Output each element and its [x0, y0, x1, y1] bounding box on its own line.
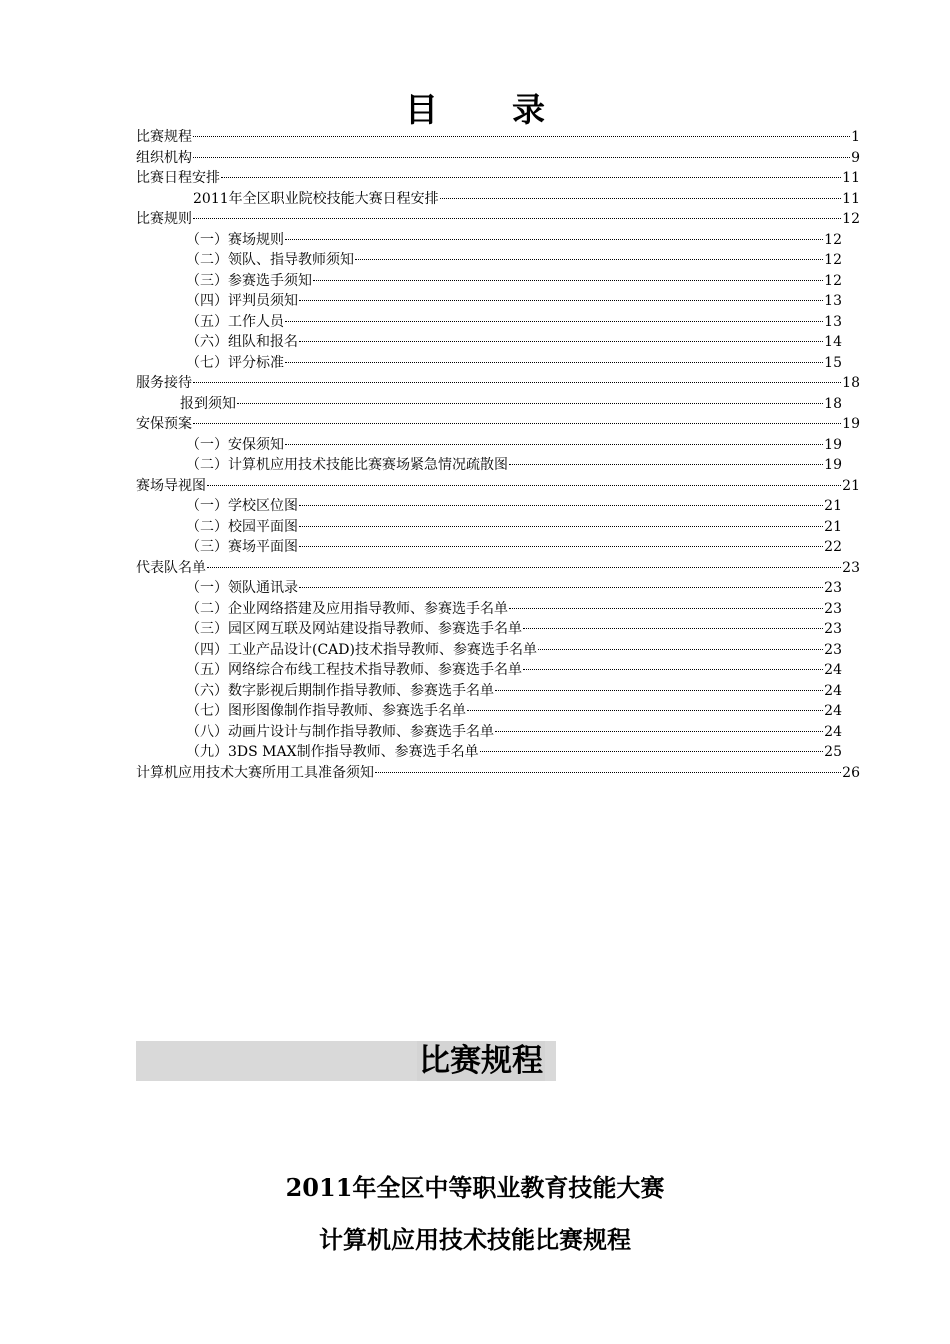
toc-entry-page-number: 1 [851, 129, 860, 145]
toc-entry-label: （五）工作人员 [186, 313, 284, 330]
toc-entry-page-number: 11 [842, 170, 860, 186]
toc-dot-leader [509, 464, 823, 465]
toc-entry[interactable] [136, 250, 842, 271]
toc-entry-label: 比赛规则 [136, 211, 192, 227]
section-heading: 比赛规程 [419, 1043, 543, 1079]
toc-entry-label: 计算机应用技术大赛所用工具准备须知 [136, 764, 374, 781]
toc-entry-page-number: 23 [824, 621, 842, 637]
toc-dot-leader [193, 218, 841, 219]
document-title-line-2: 计算机应用技术技能比赛规程 [319, 1225, 631, 1254]
toc-entry-label: （七）图形图像制作指导教师、参赛选手名单 [186, 703, 466, 719]
toc-entry[interactable] [136, 578, 842, 599]
toc-entry-page-number: 21 [842, 477, 860, 494]
toc-dot-leader [193, 157, 850, 158]
toc-entry-page-number: 15 [824, 354, 842, 371]
toc-entry[interactable] [136, 189, 860, 210]
toc-entry[interactable] [136, 353, 842, 374]
toc-entry[interactable] [136, 660, 842, 681]
toc-entry-label: （二）校园平面图 [186, 518, 298, 535]
toc-title [0, 84, 950, 131]
toc-entry-page-number: 12 [842, 211, 860, 227]
toc-entry-page-number: 24 [824, 682, 842, 699]
toc-dot-leader [495, 731, 823, 732]
toc-entry-label: （六）组队和报名 [186, 334, 298, 350]
toc-entry-label: （一）学校区位图 [186, 498, 298, 514]
toc-entry[interactable] [136, 681, 842, 702]
toc-entry-page-number: 22 [824, 539, 842, 555]
toc-dot-leader [285, 444, 823, 445]
toc-dot-leader [193, 423, 841, 424]
toc-dot-leader [523, 669, 823, 670]
toc-entry-label: 代表队名单 [136, 559, 206, 576]
toc-dot-leader [285, 362, 823, 363]
toc-entry-label: （九）3DS MAX制作指导教师、参赛选手名单 [186, 744, 479, 760]
toc-entry-page-number: 11 [842, 190, 860, 207]
toc-entry[interactable] [136, 455, 842, 476]
toc-entry[interactable] [136, 435, 842, 456]
toc-dot-leader [467, 710, 823, 711]
toc-dot-leader [299, 526, 823, 527]
toc-entry-page-number: 19 [842, 416, 860, 432]
toc-entry-label: （五）网络综合布线工程技术指导教师、参赛选手名单 [186, 662, 522, 678]
toc-title-char-1: 目 [405, 90, 438, 129]
toc-entry-label: （六）数字影视后期制作指导教师、参赛选手名单 [186, 682, 494, 699]
toc-entry-page-number: 19 [824, 436, 842, 453]
toc-entry[interactable] [136, 742, 842, 763]
toc-entry-label: （三）参赛选手须知 [186, 272, 312, 289]
toc-entry-page-number: 12 [824, 252, 842, 268]
toc-dot-leader [221, 177, 841, 178]
toc-dot-leader [355, 259, 823, 260]
toc-entry[interactable] [136, 291, 842, 312]
toc-entry[interactable] [136, 209, 860, 230]
toc-entry-page-number: 12 [824, 231, 842, 248]
toc-entry-label: 组织机构 [136, 149, 192, 166]
toc-dot-leader [299, 300, 823, 301]
toc-entry-label: （一）领队通讯录 [186, 580, 298, 596]
toc-entry[interactable] [136, 414, 860, 435]
toc-entry-page-number: 18 [824, 395, 842, 412]
toc-entry-page-number: 23 [824, 580, 842, 596]
toc-entry-page-number: 12 [824, 272, 842, 289]
toc-title-char-2: 录 [512, 90, 545, 129]
toc-entry[interactable] [136, 271, 842, 292]
toc-dot-leader [193, 136, 850, 137]
toc-dot-leader [237, 403, 823, 404]
toc-entry[interactable] [136, 332, 842, 353]
toc-entry-label: （二）计算机应用技术技能比赛赛场紧急情况疏散图 [186, 457, 508, 473]
toc-dot-leader [207, 567, 841, 568]
toc-entry[interactable] [136, 722, 842, 743]
toc-entry-label: 安保预案 [136, 416, 192, 432]
toc-dot-leader [207, 485, 841, 486]
toc-entry[interactable] [136, 476, 860, 497]
toc-entry-label: 比赛规程 [136, 129, 192, 145]
table-of-contents [136, 127, 860, 783]
toc-entry-label: （四）工业产品设计(CAD)技术指导教师、参赛选手名单 [186, 641, 537, 658]
toc-entry[interactable] [136, 312, 842, 333]
toc-dot-leader [495, 690, 823, 691]
toc-dot-leader [440, 198, 842, 199]
toc-entry[interactable] [136, 558, 860, 579]
toc-entry-page-number: 9 [851, 149, 860, 166]
toc-dot-leader [193, 382, 841, 383]
toc-entry-page-number: 23 [842, 559, 860, 576]
toc-dot-leader [313, 280, 823, 281]
toc-entry-label: 服务接待 [136, 375, 192, 391]
toc-dot-leader [299, 546, 823, 547]
toc-entry-page-number: 21 [824, 518, 842, 535]
toc-entry-page-number: 25 [824, 744, 842, 760]
toc-dot-leader [375, 772, 841, 773]
toc-entry-label: （二）领队、指导教师须知 [186, 252, 354, 268]
toc-entry-label: （一）安保须知 [186, 436, 284, 453]
toc-entry-page-number: 23 [824, 600, 842, 617]
document-title-line-1: 2011年全区中等职业教育技能大赛 [285, 1173, 665, 1202]
toc-dot-leader [285, 239, 823, 240]
toc-entry-page-number: 13 [824, 313, 842, 330]
toc-entry-label: 比赛日程安排 [136, 170, 220, 186]
toc-dot-leader [538, 649, 823, 650]
toc-entry-page-number: 18 [842, 375, 860, 391]
toc-dot-leader [299, 341, 823, 342]
toc-entry[interactable] [136, 599, 842, 620]
toc-entry[interactable] [136, 394, 842, 415]
toc-entry[interactable] [136, 373, 860, 394]
toc-entry-label: （三）赛场平面图 [186, 539, 298, 555]
toc-entry[interactable] [136, 517, 842, 538]
toc-entry-label: （三）园区网互联及网站建设指导教师、参赛选手名单 [186, 621, 522, 637]
toc-entry[interactable] [136, 701, 842, 722]
toc-entry[interactable] [136, 537, 842, 558]
toc-entry-label: （七）评分标准 [186, 354, 284, 371]
toc-entry-page-number: 13 [824, 293, 842, 309]
toc-dot-leader [509, 608, 823, 609]
toc-entry-page-number: 21 [824, 498, 842, 514]
toc-entry-page-number: 23 [824, 641, 842, 658]
toc-entry-label: 报到须知 [180, 395, 236, 412]
toc-entry[interactable] [136, 148, 860, 169]
toc-entry-page-number: 14 [824, 334, 842, 350]
toc-dot-leader [299, 505, 823, 506]
toc-entry-page-number: 24 [824, 723, 842, 740]
toc-entry-page-number: 26 [842, 764, 860, 781]
toc-entry-label: （八）动画片设计与制作指导教师、参赛选手名单 [186, 723, 494, 740]
toc-entry-page-number: 24 [824, 662, 842, 678]
toc-entry[interactable] [136, 127, 860, 148]
toc-dot-leader [299, 587, 823, 588]
toc-dot-leader [523, 628, 823, 629]
toc-entry-label: （一）赛场规则 [186, 231, 284, 248]
toc-entry[interactable] [136, 763, 860, 784]
toc-entry-label: 2011年全区职业院校技能大赛日程安排 [193, 190, 439, 207]
toc-entry-page-number: 19 [824, 457, 842, 473]
toc-entry[interactable] [136, 640, 842, 661]
toc-entry-label: 赛场导视图 [136, 477, 206, 494]
toc-entry-label: （二）企业网络搭建及应用指导教师、参赛选手名单 [186, 600, 508, 617]
toc-entry[interactable] [136, 619, 842, 640]
toc-dot-leader [480, 751, 824, 752]
toc-entry[interactable] [136, 168, 860, 189]
toc-dot-leader [285, 321, 823, 322]
toc-entry-label: （四）评判员须知 [186, 293, 298, 309]
toc-entry[interactable] [136, 496, 842, 517]
toc-entry-page-number: 24 [824, 703, 842, 719]
toc-entry[interactable] [136, 230, 842, 251]
